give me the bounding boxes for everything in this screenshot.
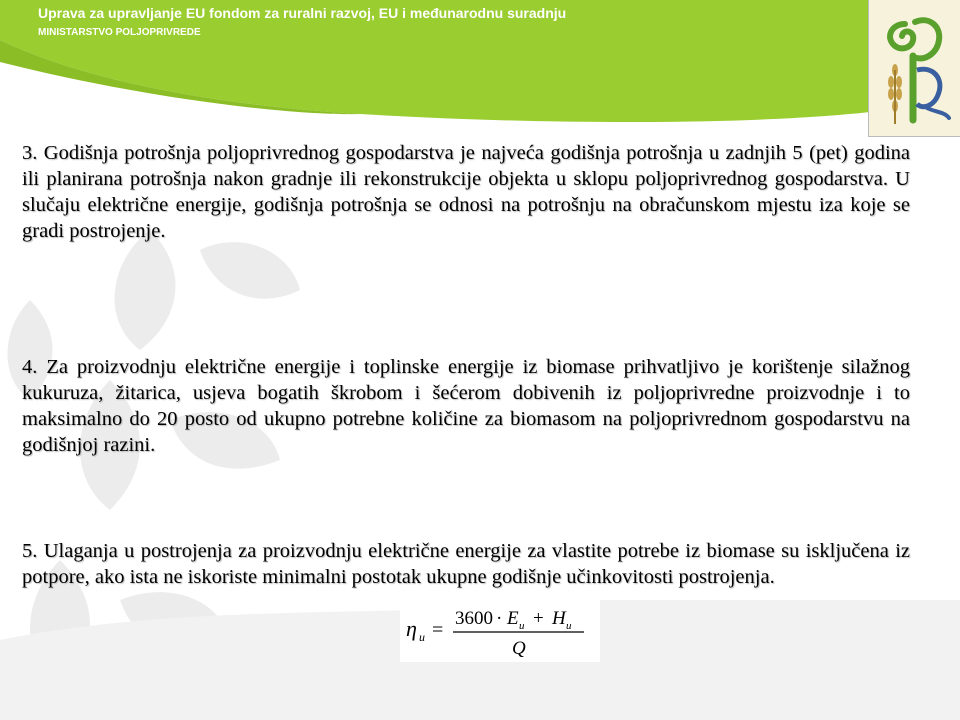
formula-coef: 3600 (455, 608, 493, 629)
formula-eta-sub: u (419, 630, 425, 644)
header-green-shape (0, 0, 870, 140)
formula-e: E (507, 608, 519, 629)
formula-e-sub: u (519, 620, 525, 632)
formula-den: Q (512, 638, 526, 659)
efficiency-formula (400, 600, 600, 662)
header-banner (0, 0, 960, 140)
formula-dot: · (496, 608, 503, 629)
ministry-logo (868, 0, 960, 137)
formula-equals: = (432, 619, 444, 641)
paragraph-4: 4. Za proizvodnju električne energije i toplinske energije iz biomase prihvatljivo je korištenje silažnog kukuruza, žitarica, usjeva bogatih škrobom i šećerom dobivenih iz poljoprivredne proizvodnje i to maksimalno do 20 posto od ukupno potrebne količine za biomasom na poljoprivrednom gospodarstvu na godišnjoj razini. (22, 356, 910, 456)
paragraph-3: 3. Godišnja potrošnja poljoprivrednog gospodarstva je najveća godišnja potrošnja u zadnjih 5 (pet) godina ili planirana potrošnja nakon gradnje ili rekonstrukcije objekta u sklopu poljoprivrednog gospodarstva. U slučaju električne energije, godišnja potrošnja se odnosi na potrošnju na obračunskom mjestu iza koje se gradi postrojenje. (22, 142, 910, 242)
formula-h: H (552, 608, 566, 629)
header-title: Uprava za upravljanje EU fondom za ruralni razvoj, EU i međunarodnu suradnju (38, 5, 567, 21)
formula-h-sub: u (566, 620, 572, 632)
header-subtitle: MINISTARSTVO POLJOPRIVREDE (38, 27, 201, 38)
ministry-logo-icon (869, 0, 960, 136)
paragraph-5: 5. Ulaganja u postrojenja za proizvodnju električne energije za vlastite potrebe iz biomase su isključena iz potpore, ako ista ne iskoriste minimalni postotak ukupne godišnje učinkovitosti postrojenja. (22, 540, 910, 588)
formula-eta: η (406, 616, 417, 641)
formula-plus: + (533, 608, 544, 629)
